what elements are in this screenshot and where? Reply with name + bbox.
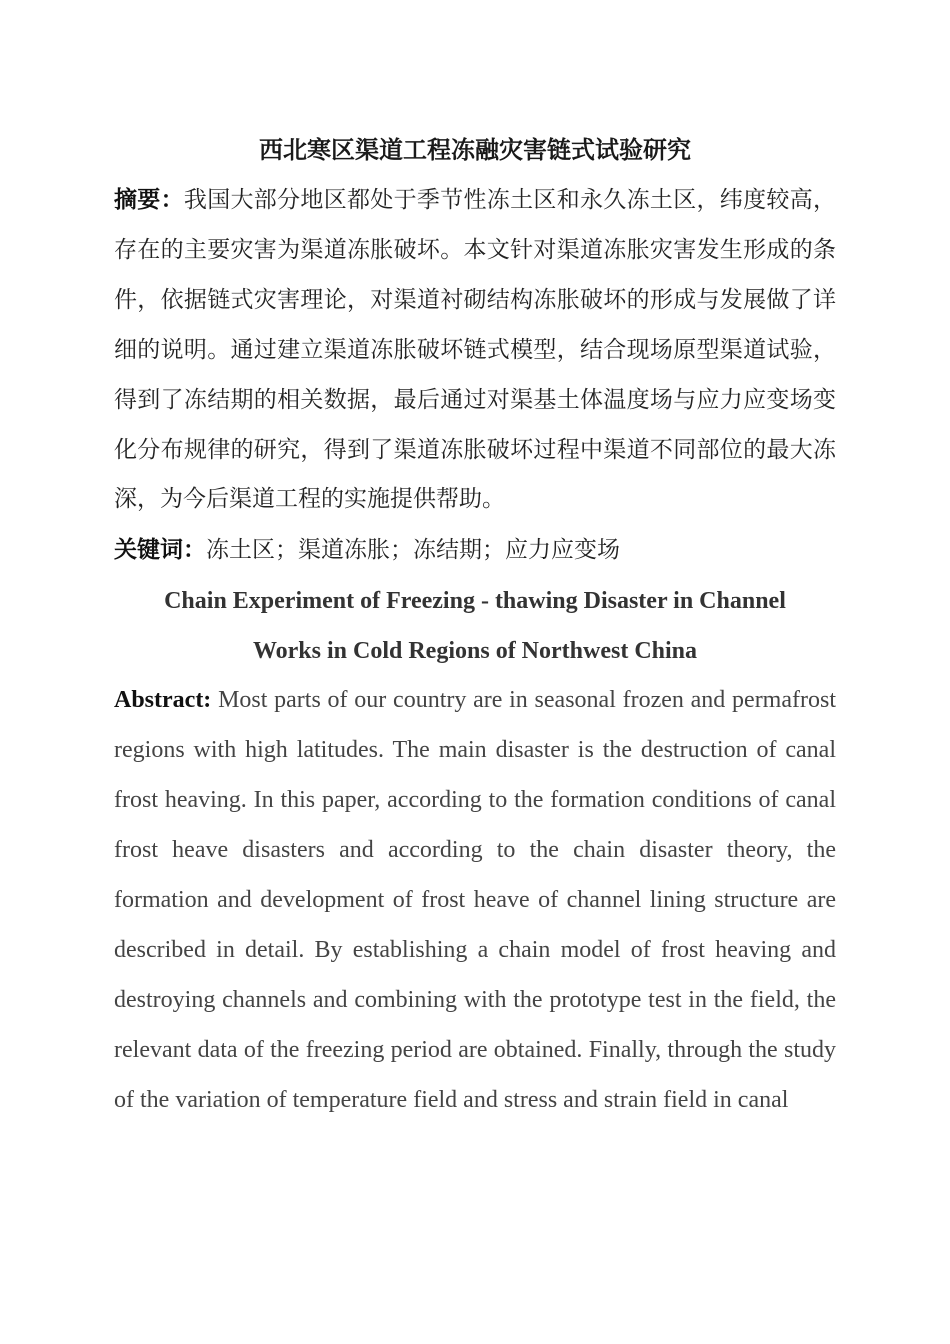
english-abstract-label: Abstract: xyxy=(114,687,212,714)
english-abstract xyxy=(114,676,836,1125)
chinese-keywords xyxy=(114,525,836,576)
english-title-line-1: Chain Experiment of Freezing - thawing Disaster in Channel xyxy=(164,588,786,615)
chinese-abstract-text: 我国大部分地区都处于季节性冻土区和永久冻土区，纬度较高，存在的主要灾害为渠道冻胀破坏。本文针对渠道冻胀灾害发生形成的条件，依据链式灾害理论，对渠道衬砌结构冻胀破坏的形成与发展做了详细的说明。通过建立渠道冻胀破坏链式模型，结合现场原型渠道试验，得到了冻结期的相关数据，最后通过对渠基土体温度场与应力应变场变化分布规律的研究，得到了渠道冻胀破坏过程中渠道不同部位的最大冻深，为今后渠道工程的实施提供帮助。 xyxy=(114,187,837,513)
chinese-keywords-label: 关键词： xyxy=(114,536,206,564)
english-abstract-text: Most parts of our country are in seasonal frozen and permafrost regions with high latitudes. The main disaster is the destruction of canal frost heaving. In this paper, according to the formation conditions of canal frost heave disasters and according to the chain disaster theory, the formation and development of frost heave of channel lining structure are described in detail. By establishing a chain model of frost heaving and destroying channels and combining with the prototype test in the field, the relevant data of the freezing period are obtained. Finally, through the study of the variation of temperature field and stress and strain field in canal xyxy=(114,687,836,1113)
chinese-abstract-label: 摘要： xyxy=(114,186,184,213)
chinese-title: 西北寒区渠道工程冻融灾害链式试验研究 xyxy=(259,135,691,164)
paper-content xyxy=(114,125,836,1125)
chinese-keywords-text: 冻土区；渠道冻胀；冻结期；应力应变场 xyxy=(206,537,620,564)
chinese-abstract xyxy=(114,175,836,525)
english-title-line-2: Works in Cold Regions of Northwest China xyxy=(252,638,698,665)
